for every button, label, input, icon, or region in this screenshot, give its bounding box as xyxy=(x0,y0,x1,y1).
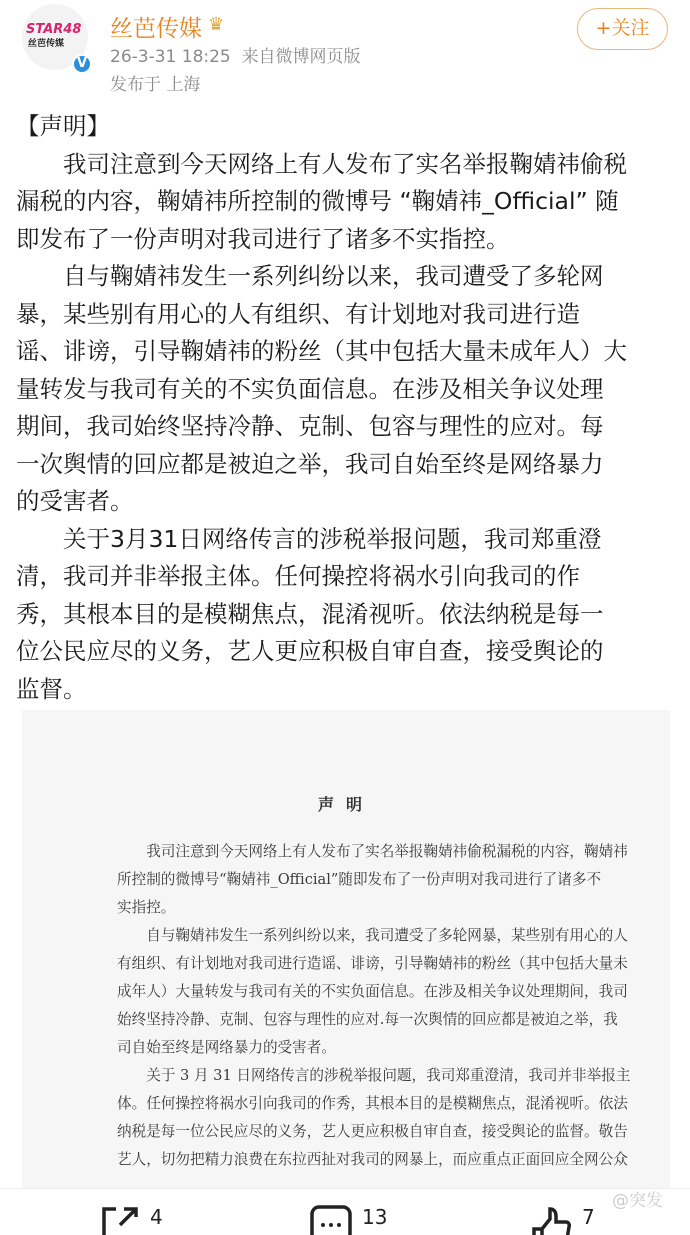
post-text-line: 期间，我司始终坚持冷静、克制、包容与理性的应对。每 xyxy=(16,412,604,440)
document-text-line: 关于 3 月 31 日网络传言的涉税举报问题，我司郑重澄清，我司并非举报主 xyxy=(117,1067,631,1084)
repost-button[interactable] xyxy=(100,1205,163,1235)
post-text-line: 漏税的内容，鞠婧祎所控制的微博号 “鞠婧祎_Official” 随 xyxy=(16,187,619,215)
post-text-line: 我司注意到今天网络上有人发布了实名举报鞠婧祎偷税 xyxy=(16,149,627,178)
post-time: 26-3-31 18:25 xyxy=(110,47,231,67)
document-text-line: 纳税是每一位公民应尽的义务，艺人更应积极自审自查，接受舆论的监督。敬告 xyxy=(117,1123,628,1140)
document-title: 声明 xyxy=(317,795,374,814)
thumbs-up-icon xyxy=(530,1205,572,1235)
comment-icon xyxy=(310,1205,352,1235)
post-text-line: 量转发与我司有关的不实负面信息。在涉及相关争议处理 xyxy=(16,374,604,403)
post-text-line: 自与鞠婧祎发生一系列纠纷以来，我司遭受了多轮网 xyxy=(16,262,604,290)
post-text-line: 位公民应尽的义务，艺人更应积极自审自查，接受舆论的 xyxy=(16,637,604,665)
comment-button[interactable] xyxy=(310,1205,387,1235)
avatar-logo-subtext: 丝芭传媒 xyxy=(28,39,65,49)
post-text-line: 暴，某些别有用心的人有组织、有计划地对我司进行造 xyxy=(16,299,580,328)
post-meta xyxy=(110,42,361,67)
post-text-line: 的受害者。 xyxy=(16,487,134,515)
document-text-line: 所控制的微博号“鞠婧祎_Official”随即发布了一份声明对我司进行了诸多不 xyxy=(117,871,602,888)
repost-count: 4 xyxy=(150,1205,163,1229)
document-text-line: 司自始至终是网络暴力的受害者。 xyxy=(117,1039,336,1056)
document-text-line: 我司注意到今天网络上有人发布了实名举报鞠婧祎偷税漏税的内容，鞠婧祎 xyxy=(117,843,628,860)
post-header xyxy=(0,0,690,100)
post-text-line: 清，我司并非举报主体。任何操控将祸水引向我司的作 xyxy=(16,562,580,590)
post-source: 来自微博网页版 xyxy=(241,47,361,67)
document-text-line: 始终坚持冷静、克制、包容与理性的应对.每一次舆情的回应都是被迫之举，我 xyxy=(117,1011,618,1028)
comment-count: 13 xyxy=(362,1205,388,1229)
action-bar xyxy=(0,1189,690,1227)
document-text xyxy=(117,838,630,1174)
statement-image[interactable] xyxy=(22,710,670,1188)
like-button[interactable] xyxy=(530,1205,595,1235)
post-body xyxy=(16,108,676,708)
document-text-line: 成年人）大量转发与我司有关的不实负面信息。在涉及相关争议处理期间，我司 xyxy=(117,983,628,1000)
document-text-line: 有组织、有计划地对我司进行造谣、诽谤，引导鞠婧祎的粉丝（其中包括大量未 xyxy=(117,955,628,972)
follow-button[interactable]: +关注 xyxy=(577,8,668,50)
avatar-logo-text: STAR48 xyxy=(26,22,82,37)
post-text-line: 即发布了一份声明对我司进行了诸多不实指控。 xyxy=(16,224,510,253)
avatar[interactable] xyxy=(22,4,88,70)
post-text-line: 谣、诽谤，引导鞠婧祎的粉丝（其中包括大量未成年人）大 xyxy=(16,337,627,365)
document-text-line: 自与鞠婧祎发生一系列纠纷以来，我司遭受了多轮网暴，某些别有用心的人 xyxy=(117,927,628,944)
document-text-line: 实指控。 xyxy=(117,899,176,916)
verified-icon: V xyxy=(72,54,92,74)
crown-badge-icon: ♛ xyxy=(208,14,225,35)
repost-icon xyxy=(100,1205,140,1235)
post-text-line: 一次舆情的回应都是被迫之举，我司自始至终是网络暴力 xyxy=(16,449,604,478)
watermark: @突发 xyxy=(612,1191,663,1211)
post-text-line: 关于3月31日网络传言的涉税举报问题，我司郑重澄 xyxy=(16,524,602,553)
author-name[interactable]: 丝芭传媒 xyxy=(110,16,202,42)
post-location: 发布于 上海 xyxy=(110,75,201,95)
document-text-line: 艺人，切勿把精力浪费在东拉西扯对我司的网暴上，而应重点正面回应全网公众 xyxy=(117,1151,628,1168)
post-text-line: 秀，其根本目的是模糊焦点，混淆视听。依法纳税是每一 xyxy=(16,599,604,628)
post-text-line: 监督。 xyxy=(16,674,87,703)
like-count: 7 xyxy=(582,1205,595,1229)
document-text-line: 体。任何操控将祸水引向我司的作秀，其根本目的是模糊焦点，混淆视听。依法 xyxy=(117,1095,628,1112)
post-text-line: 【声明】 xyxy=(16,112,110,140)
